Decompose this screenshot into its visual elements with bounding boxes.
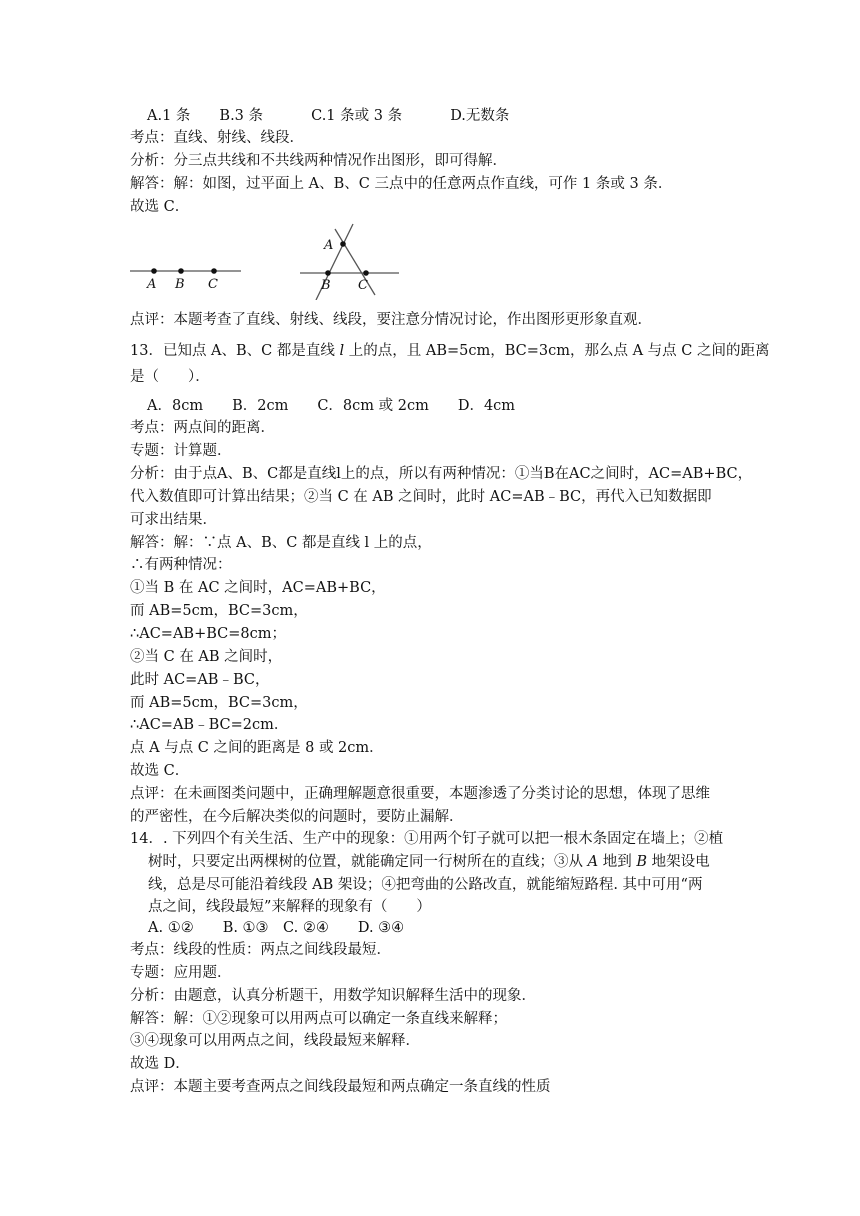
q14-stem-line-2 bbox=[148, 852, 710, 872]
q12-guxuan: 故选 C． bbox=[130, 199, 190, 215]
q13-jieda-line: ②当 C 在 AB 之间时， bbox=[130, 649, 283, 665]
point-c bbox=[363, 270, 369, 276]
q13-stem-line-1 bbox=[130, 341, 770, 361]
q14-stem-var: B bbox=[636, 854, 647, 870]
q14-stem-line-4: 点之间，线段最短”来解释的现象有（ ） bbox=[148, 899, 431, 915]
q12-jieda: 解答：解：如图，过平面上 A、B、C 三点中的任意两点作直线，可作 1 条或 3 条． bbox=[130, 176, 673, 192]
q13-options: A．8cm B．2cm C．8cm 或 2cm D．4cm bbox=[147, 398, 516, 414]
q13-stem-part: 上的点，且 AB=5cm，BC=3cm，那么点 A 与点 C 之间的距离 bbox=[344, 343, 770, 359]
q13-stem-line-2: 是（ ）． bbox=[130, 369, 210, 385]
point-b bbox=[178, 268, 184, 274]
label-a: A bbox=[147, 277, 157, 292]
q13-fenxi-3: 可求出结果． bbox=[130, 512, 217, 528]
q13-jieda-line: 此时 AC=AB﹣BC， bbox=[130, 672, 270, 688]
q13-jieda-line: ①当 B 在 AC 之间时，AC=AB+BC， bbox=[130, 580, 386, 596]
q14-stem-line-3: 线，总是尽可能沿着线段 AB 架设；④把弯曲的公路改直，就能缩短路程. 其中可用“两 bbox=[148, 877, 703, 893]
q14-dianping: 点评：本题主要考查两点之间线段最短和两点确定一条直线的性质 bbox=[130, 1079, 551, 1095]
q14-jieda-2: ③④现象可以用两点之间，线段最短来解释． bbox=[130, 1033, 420, 1049]
q13-stem-var: l bbox=[339, 343, 345, 359]
point-c bbox=[211, 268, 217, 274]
q14-guxuan: 故选 D． bbox=[130, 1056, 190, 1072]
q14-jieda-1: 解答：解：①②现象可以用两点可以确定一条直线来解释； bbox=[130, 1011, 507, 1027]
q13-jieda-line: ∴AC=AB+BC=8cm； bbox=[130, 626, 286, 642]
q14-options: A. ①② B. ①③ C. ②④ D. ③④ bbox=[148, 920, 405, 936]
label-b: B bbox=[321, 278, 331, 293]
q13-fenxi-2: 代入数值即可计算出结果；②当 C 在 AB 之间时，此时 AC=AB﹣BC，再代入已知数据即 bbox=[130, 489, 712, 505]
label-c: C bbox=[358, 278, 368, 293]
q13-kaodian: 考点：两点间的距离． bbox=[130, 420, 275, 436]
q14-fenxi: 分析：由题意，认真分析题干，用数学知识解释生活中的现象． bbox=[130, 988, 536, 1004]
label-b: B bbox=[175, 277, 185, 292]
q14-kaodian: 考点：线段的性质：两点之间线段最短． bbox=[130, 942, 391, 958]
q13-guxuan: 故选 C． bbox=[130, 763, 190, 779]
q12-dianping: 点评：本题考查了直线、射线、线段，要注意分情况讨论，作出图形更形象直观． bbox=[130, 312, 652, 328]
q14-stem-part: 地到 bbox=[598, 854, 637, 870]
line-ac bbox=[335, 229, 375, 295]
collinear-figure bbox=[130, 268, 241, 292]
q13-zhuanti: 专题：计算题． bbox=[130, 443, 232, 459]
point-a bbox=[151, 268, 157, 274]
q13-dianping-1: 点评：在未画图类问题中，正确理解题意很重要，本题渗透了分类讨论的思想，体现了思维 bbox=[130, 786, 710, 802]
q14-stem-var: A bbox=[587, 854, 599, 870]
q13-jieda-line: 点 A 与点 C 之间的距离是 8 或 2cm． bbox=[130, 740, 384, 756]
q13-jieda-line: 而 AB=5cm，BC=3cm， bbox=[130, 695, 308, 711]
point-a bbox=[340, 241, 346, 247]
label-c: C bbox=[208, 277, 218, 292]
q13-jieda-line: ∴AC=AB﹣BC=2cm． bbox=[130, 717, 289, 733]
q13-jieda-line: 而 AB=5cm，BC=3cm， bbox=[130, 603, 308, 619]
label-a: A bbox=[324, 238, 334, 253]
q12-fenxi: 分析：分三点共线和不共线两种情况作出图形，即可得解． bbox=[130, 153, 507, 169]
q13-dianping-2: 的严密性，在今后解决类似的问题时，要防止漏解． bbox=[130, 809, 464, 825]
q14-stem-line-1: 14．. 下列四个有关生活、生产中的现象：①用两个钉子就可以把一根木条固定在墙上；②植 bbox=[130, 831, 724, 847]
q14-stem-part: 地架设电 bbox=[646, 854, 710, 870]
q12-kaodian: 考点：直线、射线、线段． bbox=[130, 130, 304, 146]
q13-fenxi-1: 分析：由于点A、B、C都是直线l上的点，所以有两种情况：①当B在AC之间时，AC=AB+BC， bbox=[130, 466, 753, 482]
q13-jieda-line: 解答：解：∵点 A、B、C 都是直线 l 上的点， bbox=[130, 535, 432, 551]
point-b bbox=[325, 270, 331, 276]
q12-figure bbox=[120, 215, 420, 300]
q12-options: A.1 条 B.3 条 C.1 条或 3 条 D.无数条 bbox=[147, 108, 510, 124]
q13-jieda-line: ∴有两种情况： bbox=[130, 557, 232, 573]
q13-stem-part: 13．已知点 A、B、C 都是直线 bbox=[130, 343, 340, 359]
triangle-figure bbox=[300, 224, 399, 300]
q14-zhuanti: 专题：应用题． bbox=[130, 965, 232, 981]
q14-stem-part: 树时，只要定出两棵树的位置，就能确定同一行树所在的直线；③从 bbox=[148, 854, 588, 870]
